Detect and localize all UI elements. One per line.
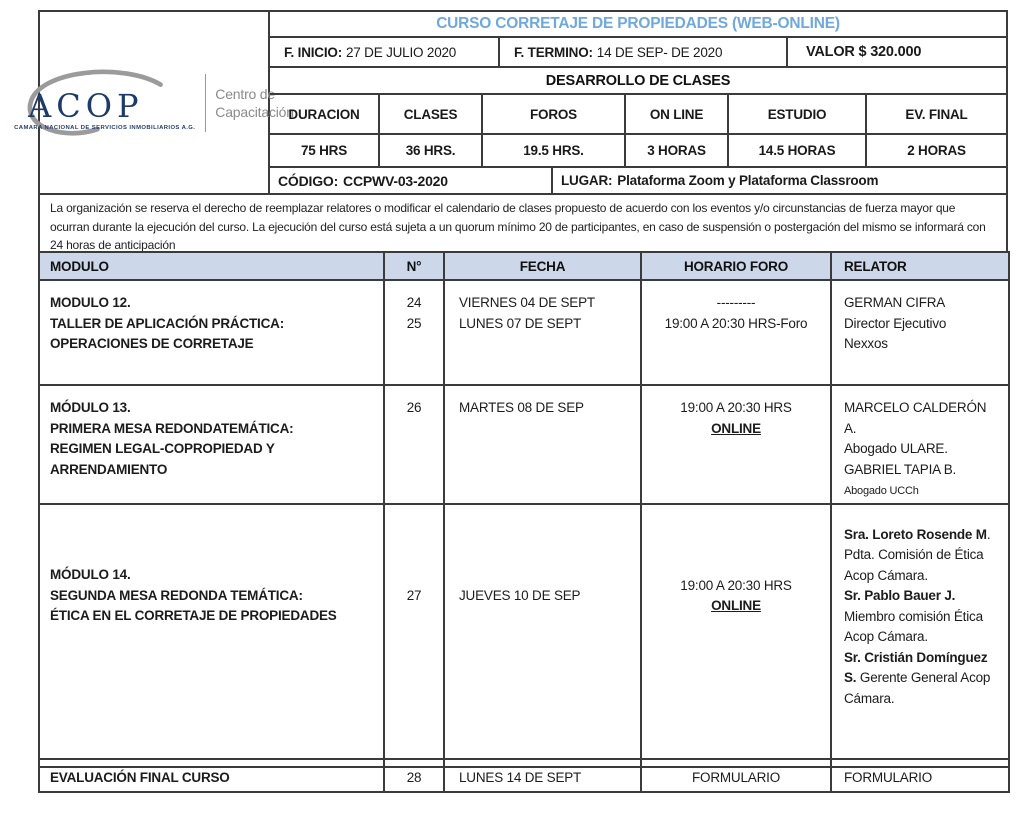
stat-header-4: ESTUDIO [729,95,867,133]
logo-subtitle: CAMARA NACIONAL DE SERVICIOS INMOBILIARIOS A.G. [14,124,196,131]
logo-side-line1: Centro de [215,85,275,102]
schedule-col-header-4: RELATOR [831,252,1009,280]
start-date-label: F. INICIO: [284,44,342,60]
end-date-value: 14 DE SEP- DE 2020 [596,44,723,60]
schedule-cell-evaluacion-final-relator: FORMULARIO [831,767,1009,792]
stat-header-2: FOROS [483,95,626,133]
schedule-col-header-2: FECHA [444,252,641,280]
schedule-cell-evaluacion-final-horario: FORMULARIO [641,767,831,792]
stat-value-0: 75 HRS [270,135,380,166]
course-code-cell [270,168,553,193]
price-cell: VALOR $ 320.000 [806,44,922,60]
start-date-value: 27 DE JULIO 2020 [346,44,457,60]
schedule-cell-evaluacion-final-fecha: LUNES 14 DE SEPT [444,767,641,792]
schedule-cell-evaluacion-final-num: 28 [384,767,444,792]
stats-value-row [270,135,1006,168]
schedule-col-header-3: HORARIO FORO [641,252,831,280]
schedule-row-modulo-14 [39,504,1009,759]
schedule-cell-modulo-12-num: 24 25 [384,280,444,385]
stats-header-row [270,95,1006,135]
course-code-label: CÓDIGO: [278,172,339,189]
stat-header-0: DURACION [270,95,380,133]
schedule-cell-modulo-13-num: 26 [384,385,444,504]
schedule-row-modulo-12 [39,280,1009,385]
location-cell [553,168,1006,193]
schedule-cell-modulo-12-horario: --------- 19:00 A 20:30 HRS-Foro [641,280,831,385]
location-value: Plataforma Zoom y Plataforma Classroom [617,173,879,188]
schedule-cell-modulo-12-modulo: MODULO 12. TALLER DE APLICACIÓN PRÁCTICA: OPERACIONES DE CORRETAJE [39,280,384,385]
stat-value-3: 3 HORAS [626,135,729,166]
schedule-cell-modulo-12-relator: GERMAN CIFRA Director Ejecutivo Nexxos [831,280,1009,385]
schedule-cell-modulo-13-fecha: MARTES 08 DE SEP [444,385,641,504]
schedule-cell-modulo-12-fecha: VIERNES 04 DE SEPT LUNES 07 DE SEPT [444,280,641,385]
stat-value-2: 19.5 HRS. [483,135,626,166]
logo-side-line2: Capacitación [215,103,294,120]
end-date-cell [500,38,788,66]
acop-logo [14,12,294,193]
course-code-value: CCPWV-03-2020 [343,172,448,189]
stat-value-5: 2 HORAS [907,143,966,158]
header-block [14,10,1008,195]
schedule-header-row [39,252,1009,280]
schedule-cell-evaluacion-final-modulo: EVALUACIÓN FINAL CURSO [39,767,384,792]
schedule-col-header-0: MODULO [39,252,384,280]
schedule-row-evaluacion-final [39,767,1009,792]
schedule-cell-modulo-14-modulo: MÓDULO 14. SEGUNDA MESA REDONDA TEMÁTICA: ÉTICA EN EL CORRETAJE DE PROPIEDADES [39,504,384,759]
stat-header-1: CLASES [380,95,483,133]
schedule-cell-modulo-14-relator: Sra. Loreto Rosende M. Pdta. Comisión de Ética Acop Cámara. Sr. Pablo Bauer J. Miembro comisión Ética Acop Cámara. Sr. Cristián Domínguez S. Gerente General Acop Cámara. [831,504,1009,759]
spacer-row [39,759,1009,767]
start-date-cell [270,38,500,66]
schedule-col-header-1: N° [384,252,444,280]
stat-header-3: ON LINE [626,95,729,133]
stat-value-1: 36 HRS. [380,135,483,166]
location-label: LUGAR: [561,173,613,188]
schedule-cell-modulo-13-relator: MARCELO CALDERÓN A. Abogado ULARE. GABRIEL TAPIA B. Abogado UCCh [831,385,1009,504]
stat-header-5: EV. FINAL [905,106,968,122]
header-right [270,12,1006,193]
schedule-row-modulo-13 [39,385,1009,504]
schedule-cell-modulo-13-modulo: MÓDULO 13. PRIMERA MESA REDONDATEMÁTICA: REGIMEN LEGAL-COPROPIEDAD Y ARRENDAMIENTO [39,385,384,504]
document-body [14,10,1008,793]
logo-acronym: ACOP [28,86,144,125]
stat-value-4: 14.5 HORAS [729,135,867,166]
logo-divider [205,74,206,132]
disclaimer-text: La organización se reserva el derecho de reemplazar relatores o modificar el calendario de clases propuesto de acuerdo con los eventos y/o circunstancias de fuerza mayor que ocurran durante la ejecución del curso. La ejecución del curso está sujeta a un quorum mínimo 20 de participantes, en caso de suspensión o postergación del mismo se informará con 24 horas de anticipación [38,195,1008,253]
end-date-label: F. TERMINO: [514,44,593,60]
schedule-cell-modulo-14-horario: 19:00 A 20:30 HRS ONLINE [641,504,831,759]
section-title-desarrollo: DESARROLLO DE CLASES [545,72,731,89]
schedule-cell-modulo-14-fecha: JUEVES 10 DE SEP [444,504,641,759]
schedule-cell-modulo-14-num: 27 [384,504,444,759]
schedule-cell-modulo-13-horario: 19:00 A 20:30 HRS ONLINE [641,385,831,504]
course-title: CURSO CORRETAJE DE PROPIEDADES (WEB-ONLINE) [436,15,840,32]
schedule-table [38,251,1010,793]
